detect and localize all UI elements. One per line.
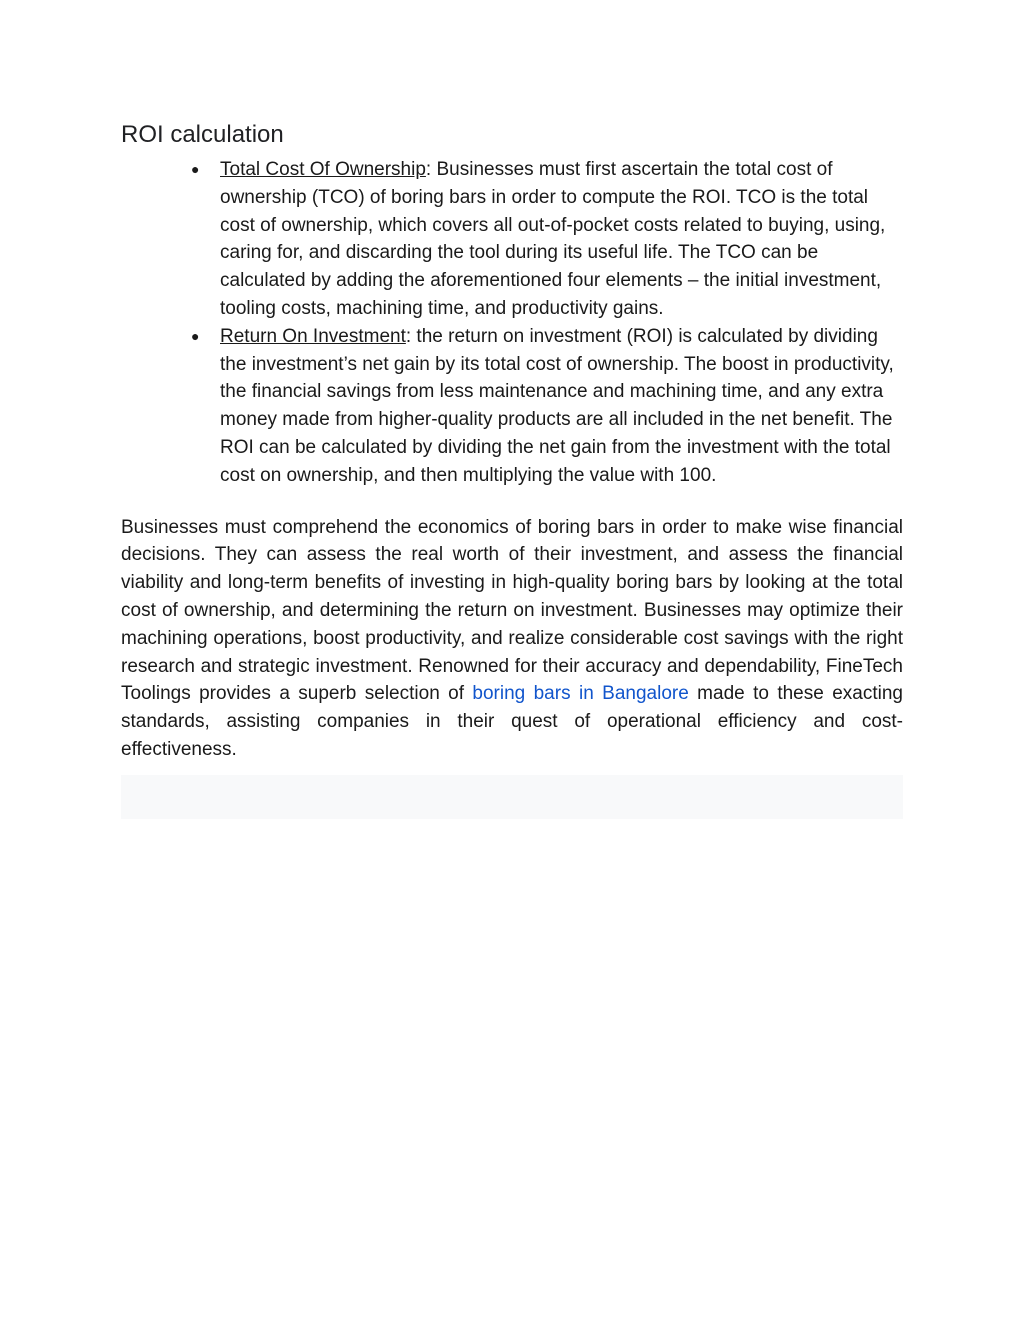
- list-item: [191, 323, 903, 490]
- bullet-icon: ●: [191, 327, 200, 344]
- boring-bars-link[interactable]: boring bars in Bangalore: [472, 683, 689, 705]
- document-page: [121, 118, 903, 819]
- list-item: [191, 156, 903, 323]
- bullet-text: : the return on investment (ROI) is calculated by dividing the investment’s net gain by its total cost of ownership. The boost in productivity, the financial savings from less maintenance and machining time, and any extra money made from higher-quality products are all included in the net benefit. The ROI can be calculated by dividing the net gain from the investment with the total cost on ownership, and then multiplying the value with 100.: [220, 325, 894, 486]
- empty-embed-block: [121, 775, 903, 819]
- bullet-icon: ●: [191, 161, 200, 177]
- bullet-term: Total Cost Of Ownership: [220, 159, 426, 180]
- body-paragraph: [121, 514, 903, 764]
- bullet-list: [121, 156, 903, 490]
- paragraph-text-after-link: made to these exacting standards, assisting companies in their quest of operational efficiency and cost-effectiveness.: [121, 683, 903, 760]
- bullet-text: : Businesses must first ascertain the total cost of ownership (TCO) of boring bars in order to compute the ROI. TCO is the total cost of ownership, which covers all out-of-pocket costs related to buying, using, caring for, and discarding the tool during its useful life. The TCO can be calculated by adding the aforementioned four elements – the initial investment, tooling costs, machining time, and productivity gains.: [220, 159, 886, 319]
- section-heading: ROI calculation: [121, 121, 284, 148]
- bullet-term: Return On Investment: [220, 325, 406, 347]
- paragraph-text-before-link: Businesses must comprehend the economics of boring bars in order to make wise financial decisions. They can assess the real worth of their investment, and assess the financial viability and long-term benefits of investing in high-quality boring bars by looking at the total cost of ownership, and determining the return on investment. Businesses may optimize their machining operations, boost productivity, and realize considerable cost savings with the right research and strategic investment. Renowned for their accuracy and dependability, FineTech Toolings provides a superb selection of: [121, 516, 903, 705]
